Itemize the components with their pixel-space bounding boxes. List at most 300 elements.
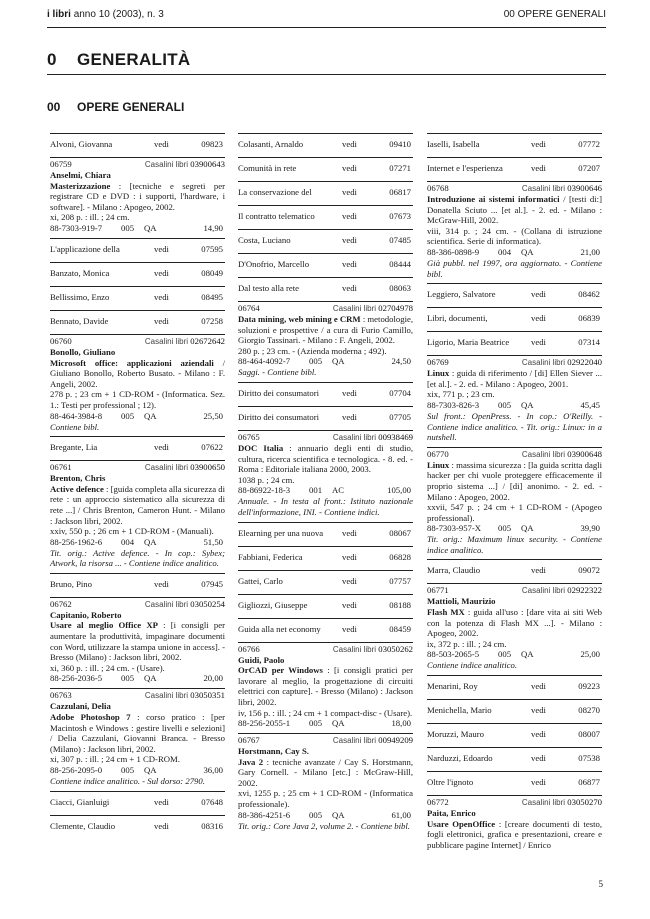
catalog-number: 02704978: [378, 303, 413, 313]
entry-number: 06768: [427, 183, 449, 193]
entry-imprint: : metodologie, soluzioni e prospettive / a cura di Furio Camillo, Giorgio Tassinari. - Milano : F. Angeli, 2002.: [238, 314, 414, 346]
entry-header: [238, 644, 413, 655]
entry-number: 06771: [427, 585, 449, 596]
xref-code: 07772: [578, 139, 600, 149]
entry-note: Tit. orig.: Active defence. - In cop.: Sybex; Atwork, la risorsa ... - Contiene indice analitico.: [50, 547, 225, 569]
xref-code: 07622: [201, 442, 223, 453]
entry-isbn-row: [50, 673, 225, 684]
xref-code: 08049: [201, 267, 223, 278]
entry-number: 06760: [50, 335, 72, 346]
cross-reference-row: [427, 157, 602, 181]
xref-vedi: vedi: [531, 729, 546, 740]
catalog-entry: [238, 642, 413, 734]
entry-imprint: : [i consigli per aumentare la produttività, impaginare documenti con Word, utilizzare la stampa unione in access]. - Bresso (Milano) : Jackson libri, 2002.: [50, 620, 225, 663]
entry-isbn-row: [427, 523, 602, 534]
section-heading: 00 OPERE GENERALI: [47, 100, 185, 114]
cross-reference-row: [238, 253, 413, 277]
xref-name: Gigliozzi, Giuseppe: [238, 599, 308, 610]
xref-code: 07704: [389, 387, 411, 398]
entry-class-type: QA: [521, 246, 534, 257]
entry-class-type: QA: [521, 649, 534, 660]
xref-name: Fabbiani, Federica: [238, 551, 303, 562]
catalog-entry: [50, 334, 225, 436]
cross-reference-row: [427, 771, 602, 795]
catalog-entry: [50, 460, 225, 573]
catalog-number: 03900646: [567, 183, 602, 193]
entry-price: 36,00: [203, 765, 223, 775]
xref-vedi: vedi: [154, 820, 169, 831]
entry-isbn-row: [50, 411, 225, 422]
catalog-number: 03050254: [190, 598, 225, 609]
entry-class-code: 005: [121, 673, 135, 684]
xref-code: 07314: [578, 337, 600, 348]
catalog-prefix: Casalini libri: [521, 184, 566, 193]
page-number: 5: [598, 879, 603, 889]
xref-name: Ciacci, Gianluigi: [50, 796, 110, 807]
cross-reference-row: [50, 310, 225, 334]
entry-physical: viii, 314 p. ; 24 cm. - (Collana di istruzione scientifica. Serie di informatica).: [427, 225, 602, 247]
xref-name: Clemente, Claudio: [50, 820, 116, 831]
cross-reference-row: [427, 283, 602, 307]
entry-class-code: 005: [498, 523, 512, 534]
catalog-code: [522, 357, 602, 369]
entry-class-code: 005: [309, 356, 323, 367]
cross-reference-row: [238, 570, 413, 594]
xref-vedi: vedi: [342, 283, 357, 293]
entry-author: Paita, Enrico: [427, 808, 476, 819]
cross-reference-row: [50, 573, 225, 597]
entry-class-code: 005: [309, 718, 323, 729]
xref-name: Menichella, Mario: [427, 705, 492, 716]
entry-class-code: 005: [121, 765, 135, 775]
entry-header: [50, 599, 225, 610]
catalog-code: [145, 462, 225, 474]
entry-title: Data mining, web mining e CRM: [238, 314, 361, 324]
xref-name: Comunità in rete: [238, 163, 297, 173]
catalog-prefix: Casalini libri: [521, 449, 566, 459]
xref-vedi: vedi: [342, 575, 357, 586]
entry-note: Contiene indice analitico.: [427, 660, 517, 671]
catalog-number: 00949209: [378, 735, 413, 746]
xref-name: Menarini, Roy: [427, 681, 478, 692]
xref-name: Oltre l'ignoto: [427, 777, 474, 788]
xref-name: Diritto dei consumatori: [238, 387, 320, 398]
entry-number: 06766: [238, 643, 260, 654]
catalog-prefix: Casalini libri: [144, 336, 189, 346]
entry-imprint: : [guida completa alla sicurezza di rete : un approccio sistematico alla sicurezza di rete ...] / Chris Brenton, Cameron Hunt. - Milano : Jackson libri, 2002.: [50, 483, 225, 526]
entry-isbn-row: [427, 649, 602, 660]
entry-number: 06761: [50, 462, 72, 473]
entry-price: 21,00: [580, 246, 600, 257]
xref-name: Alvoni, Giovanna: [50, 139, 113, 149]
entry-physical: 1038 p. ; 24 cm.: [238, 474, 295, 485]
xref-vedi: vedi: [531, 139, 546, 149]
xref-code: 06828: [389, 551, 411, 562]
entry-author: Capitanio, Roberto: [50, 609, 122, 620]
entry-physical: xi, 360 p. : ill. ; 24 cm. - (Usare).: [50, 662, 165, 673]
xref-name: Colasanti, Arnaldo: [238, 139, 304, 149]
cross-reference-row: [50, 815, 225, 839]
entry-imprint: / [testi di:] Donatella Sciuto ... [et al.]. - 2. ed. - Milano : McGraw-Hill, 2002.: [427, 194, 602, 226]
cross-reference-row: [427, 559, 602, 583]
xref-vedi: vedi: [342, 551, 357, 562]
entry-imprint: : massima sicurezza : [la guida scritta dagli hacker per chi vuole proteggere efficacemente il proprio sistema ...] / [di] anonimo. - 2. ed. - Milano : Apogeo, 2002.: [427, 459, 603, 502]
xref-name: La conservazione del: [238, 187, 312, 197]
xref-code: 08063: [389, 283, 411, 293]
entry-number: 06767: [238, 735, 260, 746]
xref-vedi: vedi: [154, 442, 169, 453]
xref-name: Diritto dei consumatori: [238, 411, 320, 422]
xref-code: 09072: [578, 565, 600, 576]
xref-name: Marra, Claudio: [427, 565, 481, 576]
catalog-code: [333, 735, 413, 747]
xref-code: 08007: [578, 729, 600, 740]
entry-imprint: : guida di riferimento / [di] Ellen Siever ... [et al.]. - 2. ed. - Milano : Apogeo, 2001.: [427, 368, 603, 389]
entry-title: Active defence: [50, 483, 104, 494]
entry-class-code: 001: [309, 485, 323, 496]
xref-vedi: vedi: [342, 387, 357, 398]
xref-vedi: vedi: [531, 565, 546, 576]
entry-class-code: 005: [121, 410, 135, 421]
entry-class-type: QA: [144, 536, 157, 547]
xref-code: 07648: [201, 796, 223, 807]
cross-reference-row: [238, 594, 413, 618]
entry-title: Adobe Photoshop 7: [50, 712, 131, 723]
entry-number: 06772: [427, 797, 449, 808]
entry-price: 39,90: [580, 523, 600, 534]
cross-reference-row: [238, 522, 413, 546]
entry-imprint: / Giuliano Bonollo, Roberto Busato. - Milano : F. Angeli, 2002.: [50, 357, 226, 389]
entry-description: [50, 358, 225, 390]
entry-isbn-row: [238, 718, 413, 729]
catalog-prefix: Casalini libri: [332, 432, 377, 442]
column-middle: [238, 133, 413, 835]
entry-author: Anselmi, Chiara: [50, 170, 111, 180]
entry-price: 20,00: [203, 673, 223, 684]
cross-reference-row: [238, 229, 413, 253]
xref-code: 09410: [389, 139, 411, 149]
entry-class-code: 005: [498, 399, 512, 410]
entry-class-code: 004: [498, 246, 512, 257]
xref-code: 06839: [578, 313, 600, 324]
catalog-number: 02672642: [190, 335, 225, 346]
entry-physical: iv, 156 p. : ill. ; 24 cm + 1 compact-disc - (Usare).: [238, 707, 413, 718]
entry-class-code: 004: [121, 536, 135, 547]
xref-code: 08270: [578, 705, 600, 716]
xref-code: 08316: [201, 820, 223, 831]
catalog-prefix: Casalini libri: [144, 463, 189, 473]
entry-price: 61,00: [391, 809, 411, 820]
entry-author: Guidi, Paolo: [238, 654, 285, 665]
catalog-entry: [427, 583, 602, 675]
catalog-prefix: Casalini libri: [521, 358, 566, 368]
catalog-entry: [427, 355, 602, 447]
cross-reference-row: [238, 157, 413, 181]
xref-vedi: vedi: [342, 411, 357, 422]
cross-reference-row: [427, 675, 602, 699]
xref-code: 07705: [389, 411, 411, 422]
xref-vedi: vedi: [154, 578, 169, 589]
xref-code: 07271: [389, 163, 411, 173]
xref-name: Bennato, Davide: [50, 315, 109, 326]
catalog-code: [333, 303, 413, 315]
entry-note: Annuale. - In testa al front.: Istituto nazionale dell'informazione, INI. - Contiene indici.: [238, 496, 413, 517]
entry-title: Masterizzazione: [50, 180, 111, 191]
xref-name: Leggiero, Salvatore: [427, 289, 496, 300]
catalog-entry: [238, 733, 413, 835]
cross-reference-row: [238, 181, 413, 205]
entry-imprint: : [tecniche e segreti per registrare CD e DVD : i supporti, l'hardware, i software]. - Milano : Apogeo, 2002.: [50, 180, 225, 212]
entry-header: [427, 797, 602, 808]
xref-code: 08462: [578, 289, 600, 300]
xref-vedi: vedi: [342, 211, 357, 221]
entry-isbn: 88-7303-826-3: [427, 399, 480, 410]
entry-number: 06759: [50, 159, 72, 169]
page-title: 0 GENERALITÀ: [47, 50, 191, 69]
entry-description: [50, 712, 225, 754]
entry-class-type: QA: [332, 809, 345, 820]
cross-reference-row: [238, 618, 413, 642]
entry-description: [238, 665, 413, 707]
entry-imprint: : [creare documenti di testo, fogli elettronici, grafica e presentazioni, creare e pubblicare pagine Internet] / Enrico: [427, 818, 603, 850]
catalog-entry: [50, 157, 225, 238]
entry-price: 14,90: [203, 222, 223, 233]
entry-author: Mattioli, Maurizio: [427, 596, 496, 607]
running-header: [47, 9, 606, 23]
catalog-code: [145, 159, 225, 171]
entry-physical: xvi, 1255 p. ; 25 cm + 1 CD-ROM - (Informatica professionale).: [238, 788, 413, 810]
entry-class-code: 005: [309, 809, 323, 820]
entry-physical: 278 p. ; 23 cm + 1 CD-ROM - (Informatica. Sez. 1.: Testi per professional ; 12).: [50, 389, 225, 410]
catalog-number: 03900650: [190, 462, 225, 473]
entry-class-type: QA: [521, 523, 534, 534]
entry-isbn: 88-503-2065-5: [427, 649, 480, 660]
entry-price: 18,00: [391, 718, 411, 729]
catalog-number: 02922322: [567, 585, 602, 596]
entry-header: [238, 303, 413, 314]
catalog-entry: [50, 688, 225, 790]
entry-isbn-row: [427, 247, 602, 258]
entry-author: Horstmann, Cay S.: [238, 746, 309, 757]
catalog-code: [333, 644, 413, 656]
catalog-number: 03900643: [190, 159, 225, 169]
entry-header: [50, 159, 225, 170]
entry-class-type: AC: [332, 485, 345, 496]
entry-physical: 280 p. ; 23 cm. - (Azienda moderna ; 492).: [238, 345, 387, 356]
entry-price: 24,50: [391, 356, 411, 367]
cross-reference-row: [238, 277, 413, 301]
catalog-prefix: Casalini libri: [332, 644, 377, 654]
xref-vedi: vedi: [531, 753, 546, 764]
xref-vedi: vedi: [154, 291, 169, 302]
entry-number: 06762: [50, 598, 72, 609]
xref-vedi: vedi: [342, 187, 357, 197]
entry-number: 06770: [427, 448, 449, 459]
xref-vedi: vedi: [531, 705, 546, 716]
column-right: [427, 133, 602, 854]
catalog-entry: [427, 447, 602, 560]
entry-class-type: QA: [521, 399, 534, 410]
entry-isbn: 88-464-4092-7: [238, 356, 291, 367]
cross-reference-row: [238, 382, 413, 406]
entry-author: Bonollo, Giuliano: [50, 346, 116, 357]
header-journal: i libri anno 10 (2003), n. 3: [47, 9, 164, 20]
entry-physical: xi, 208 p. : ill. ; 24 cm.: [50, 212, 130, 223]
entry-description: [427, 368, 602, 389]
xref-code: 08495: [201, 291, 223, 302]
entry-physical: xxiv, 550 p. ; 26 cm + 1 CD-ROM - (Manuali).: [50, 526, 214, 537]
entry-header: [50, 690, 225, 701]
xref-vedi: vedi: [342, 139, 357, 149]
entry-imprint: : corso pratico : [per Macintosh e Windows : gestire livelli e selezioni] / Delia Cazzulani, Giovanni Branca. - Bresso (Milano) : Jackson libri, 2002.: [50, 712, 226, 754]
xref-vedi: vedi: [531, 163, 546, 173]
xref-code: 07485: [389, 235, 411, 245]
xref-name: Guida alla net economy: [238, 623, 321, 634]
xref-code: 08188: [389, 599, 411, 610]
entry-isbn: 88-256-2055-1: [238, 718, 291, 729]
entry-physical: xi, 307 p. : ill. ; 24 cm + 1 CD-ROM.: [50, 754, 180, 765]
header-rule: [47, 27, 606, 28]
catalog-code: [145, 599, 225, 611]
catalog-prefix: Casalini libri: [144, 599, 189, 609]
entry-imprint: : [i consigli pratici per lavorare al meglio, la progettazione di circuiti elettrici con capture]. - Bresso (Milano) : Jackson libri, 2002.: [238, 665, 414, 707]
entry-class-type: QA: [144, 765, 157, 775]
catalog-code: [333, 432, 413, 444]
entry-number: 06763: [50, 690, 72, 701]
catalog-code: [522, 585, 602, 597]
xref-vedi: vedi: [342, 623, 357, 634]
catalog-entry: [238, 301, 413, 382]
xref-vedi: vedi: [154, 267, 169, 278]
xref-name: L'applicazione della: [50, 243, 120, 254]
entry-isbn-row: [238, 356, 413, 367]
entry-class-type: QA: [144, 410, 157, 421]
xref-name: Bellissimo, Enzo: [50, 291, 110, 302]
catalog-number: 00938469: [378, 431, 413, 442]
catalog-prefix: Casalini libri: [332, 736, 377, 746]
entry-author: Brenton, Chris: [50, 473, 106, 484]
catalog-code: [145, 336, 225, 348]
entry-isbn-row: [427, 400, 602, 411]
xref-vedi: vedi: [342, 163, 357, 173]
cross-reference-row: [238, 406, 413, 430]
xref-name: Narduzzi, Edoardo: [427, 753, 493, 764]
entry-description: [238, 314, 413, 346]
entry-class-type: QA: [144, 222, 157, 233]
entry-title: Linux: [427, 459, 450, 470]
entry-author: Cazzulani, Delia: [50, 701, 111, 712]
xref-vedi: vedi: [531, 337, 546, 348]
cross-reference-row: [427, 307, 602, 331]
xref-name: Il contratto telematico: [238, 211, 315, 221]
cross-reference-row: [50, 238, 225, 262]
xref-code: 07207: [578, 163, 600, 173]
xref-name: Moruzzi, Mauro: [427, 729, 484, 740]
catalog-number: 03900648: [567, 448, 602, 459]
catalog-entry: [238, 430, 413, 522]
xref-vedi: vedi: [342, 259, 357, 269]
entry-isbn-row: [50, 537, 225, 548]
catalog-prefix: Casalini libri: [144, 160, 189, 169]
xref-vedi: vedi: [154, 139, 169, 149]
entry-note: Sul front.: OpenPress. - In cop.: O'Reilly. - Contiene indice analitico. - Tit. orig.: Linux: in a nutshell.: [427, 410, 602, 443]
xref-vedi: vedi: [154, 315, 169, 326]
entry-physical: ix, 372 p. : ill. ; 24 cm.: [427, 638, 507, 649]
xref-name: D'Onofrio, Marcello: [238, 259, 310, 269]
entry-price: 25,50: [203, 410, 223, 421]
entry-description: [427, 194, 602, 226]
entry-isbn-row: [50, 765, 225, 776]
xref-name: Internet e l'esperienza: [427, 163, 503, 173]
xref-code: 07945: [201, 578, 223, 589]
xref-name: Bregante, Lia: [50, 442, 98, 453]
entry-description: [427, 607, 602, 639]
xref-code: 06817: [389, 187, 411, 197]
catalog-entry: [427, 795, 602, 854]
cross-reference-row: [238, 133, 413, 157]
entry-isbn: 88-464-3984-8: [50, 410, 103, 421]
catalog-number: 03050270: [567, 797, 602, 808]
entry-imprint: : tecniche avanzate / Cay S. Horstmann, Gary Cornell. - Milano [etc.] : McGraw-Hill, 2002.: [238, 756, 413, 788]
entry-price: 51,50: [203, 536, 223, 547]
catalog-prefix: Casalini libri: [144, 691, 189, 701]
entry-title: OrCAD per Windows: [238, 665, 323, 676]
xref-vedi: vedi: [154, 796, 169, 807]
entry-isbn: 88-7303-957-X: [427, 523, 482, 534]
xref-vedi: vedi: [531, 289, 546, 300]
entry-header: [50, 462, 225, 473]
entry-class-type: QA: [332, 356, 345, 367]
xref-name: Banzato, Monica: [50, 267, 110, 278]
column-left: [50, 133, 225, 839]
catalog-code: [522, 449, 602, 461]
title-rule: [47, 74, 606, 75]
entry-class-code: 005: [498, 649, 512, 660]
entry-price: 45,45: [580, 399, 600, 410]
entry-class-code: 005: [121, 222, 135, 233]
header-section: 00 OPERE GENERALI: [503, 9, 606, 20]
xref-code: 07258: [201, 315, 223, 326]
entry-number: 06764: [238, 303, 260, 313]
entry-note: Contiene bibl.: [50, 421, 100, 432]
catalog-prefix: Casalini libri: [521, 798, 566, 808]
catalog-code: [145, 690, 225, 702]
xref-code: 08459: [389, 623, 411, 634]
entry-imprint: : guida all'uso : [dare vita ai siti Web con la potenza di Flash MX ...]. - Milano : Apogeo, 2002.: [427, 607, 603, 639]
catalog-number: 03050351: [190, 690, 225, 701]
cross-reference-row: [50, 262, 225, 286]
entry-physical: xxvii, 547 p. ; 24 cm + 1 CD-ROM - (Apogeo professional).: [427, 502, 602, 523]
entry-number: 06765: [238, 431, 260, 442]
xref-vedi: vedi: [342, 599, 357, 610]
entry-description: [427, 460, 602, 502]
entry-isbn-row: [238, 810, 413, 821]
cross-reference-row: [50, 286, 225, 310]
xref-vedi: vedi: [531, 777, 546, 788]
catalog-entry: [50, 597, 225, 689]
catalog-prefix: Casalini libri: [332, 304, 377, 313]
xref-vedi: vedi: [154, 243, 169, 254]
xref-code: 09223: [578, 681, 600, 692]
entry-note: Contiene indice analitico. - Sul dorso: 2790.: [50, 776, 205, 786]
entry-physical: xix, 771 p. ; 23 cm.: [427, 389, 495, 400]
cross-reference-row: [238, 205, 413, 229]
cross-reference-row: [427, 699, 602, 723]
xref-vedi: vedi: [531, 313, 546, 324]
entry-price: 25,00: [580, 649, 600, 660]
xref-vedi: vedi: [531, 681, 546, 692]
xref-name: Elearning per una nuova: [238, 527, 324, 538]
